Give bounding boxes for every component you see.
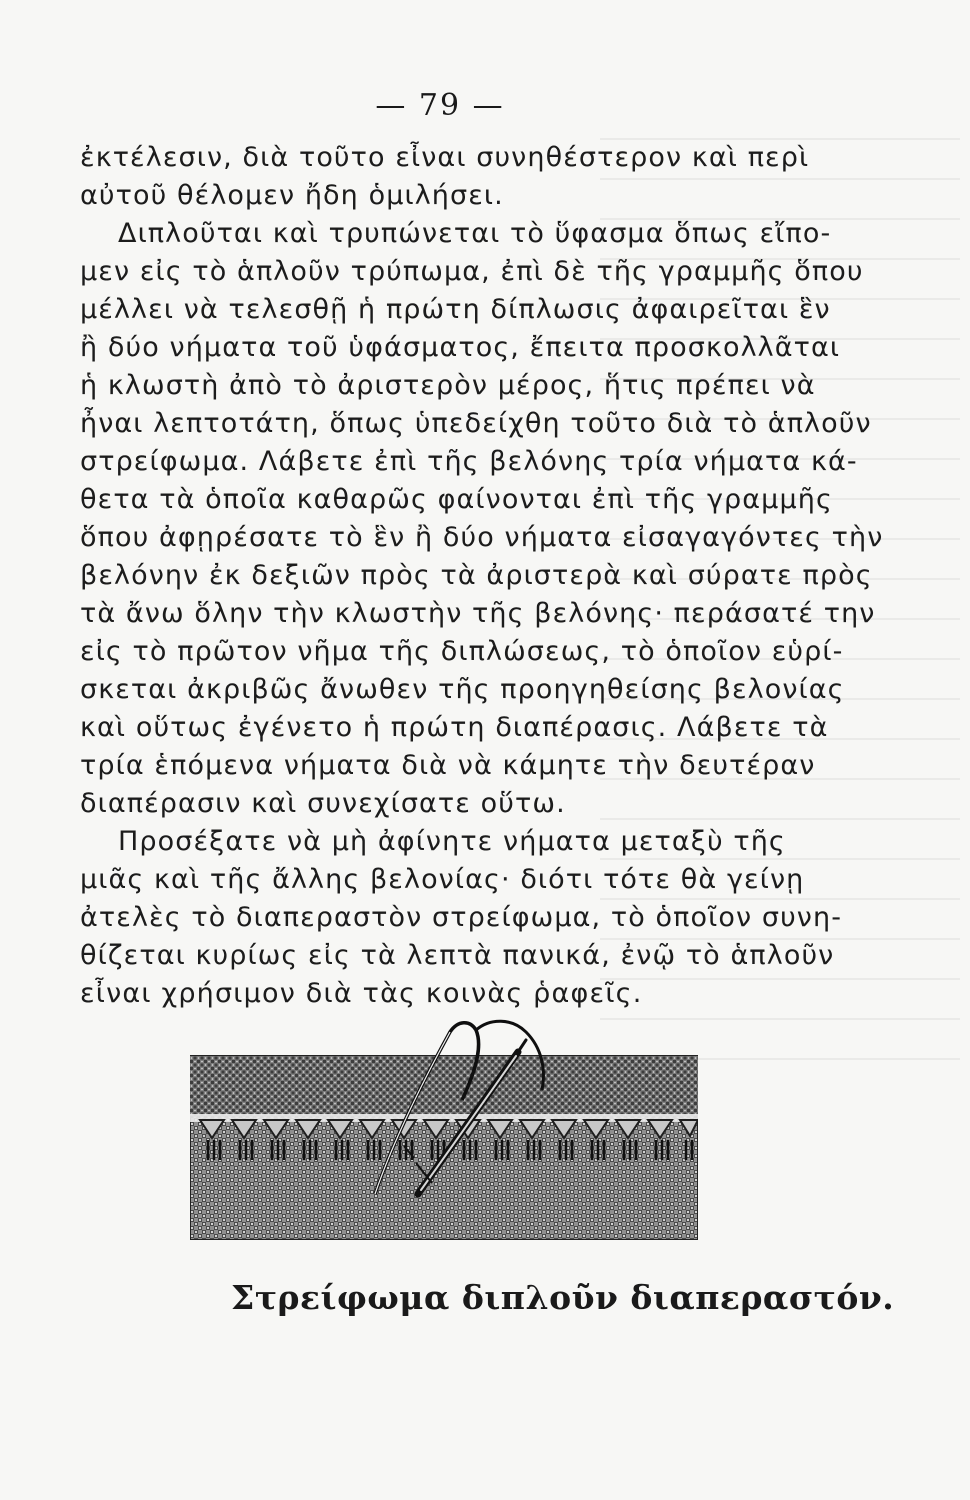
text-line-21: ἀτελὲς τὸ διαπεραστὸν στρείφωμα, τὸ ὁποῖον συνη- [80,902,843,933]
text-line-6: ἢ δύο νήματα τοῦ ὑφάσματος, ἔπειτα προσκολλᾶται [80,332,841,363]
page-number: — 79 — [375,88,505,123]
text-line-8: ἦναι λεπτοτάτη, ὅπως ὑπεδείχθη τοῦτο διὰ τὸ ἁπλοῦν [80,408,872,439]
text-line-14: εἰς τὸ πρῶτον νῆμα τῆς διπλώσεως, τὸ ὁποῖον εὑρί- [80,636,844,667]
text-line-22: θίζεται κυρίως εἰς τὰ λεπτὰ πανικά, ἐνῷ τὸ ἁπλοῦν [80,940,835,971]
text-line-16: καὶ οὕτως ἐγένετο ἡ πρώτη διαπέρασις. Λάβετε τὰ [80,712,829,743]
text-line-9: στρείφωμα. Λάβετε ἐπὶ τῆς βελόνης τρία νήματα κά- [80,446,858,477]
text-line-10: θετα τὰ ὁποῖα καθαρῶς φαίνονται ἐπὶ τῆς γραμμῆς [80,484,833,515]
stitch-illustration [190,1018,698,1240]
text-line-20: μιᾶς καὶ τῆς ἄλλης βελονίας· διότι τότε θὰ γείνῃ [80,864,805,895]
text-line-3: Διπλοῦται καὶ τρυπώνεται τὸ ὕφασμα ὅπως εἴπο- [118,218,832,249]
text-line-15: σκεται ἀκριβῶς ἄνωθεν τῆς προηγηθείσης βελονίας [80,674,845,705]
text-line-5: μέλλει νὰ τελεσθῇ ἡ πρώτη δίπλωσις ἀφαιρεῖται ἓν [80,294,831,325]
text-line-11: ὅπου ἀφῃρέσατε τὸ ἓν ἢ δύο νήματα εἰσαγαγόντες τὴν [80,522,884,553]
text-line-12: βελόνην ἐκ δεξιῶν πρὸς τὰ ἀριστερὰ καὶ σύρατε πρὸς [80,560,873,591]
text-line-23: εἶναι χρήσιμον διὰ τὰς κοινὰς ῥαφεῖς. [80,978,643,1009]
text-line-7: ἡ κλωστὴ ἀπὸ τὸ ἀριστερὸν μέρος, ἥτις πρέπει νὰ [80,370,816,401]
text-line-4: μεν εἰς τὸ ἁπλοῦν τρύπωμα, ἐπὶ δὲ τῆς γραμμῆς ὅπου [80,256,864,287]
text-line-13: τὰ ἄνω ὅλην τὴν κλωστὴν τῆς βελόνης· περάσατέ την [80,598,876,629]
text-line-2: αὐτοῦ θέλομεν ἤδη ὁμιλήσει. [80,180,504,211]
text-line-18: διαπέρασιν καὶ συνεχίσατε οὕτω. [80,788,566,819]
text-line-17: τρία ἑπόμενα νήματα διὰ νὰ κάμητε τὴν δευτέραν [80,750,816,781]
text-line-1: ἐκτέλεσιν, διὰ τοῦτο εἶναι συνηθέστερον καὶ περὶ [80,142,810,173]
text-line-19: Προσέξατε νὰ μὴ ἀφίνητε νήματα μεταξὺ τῆς [118,826,786,857]
figure-caption: Στρείφωμα διπλοῦν διαπεραστόν. [231,1278,895,1317]
